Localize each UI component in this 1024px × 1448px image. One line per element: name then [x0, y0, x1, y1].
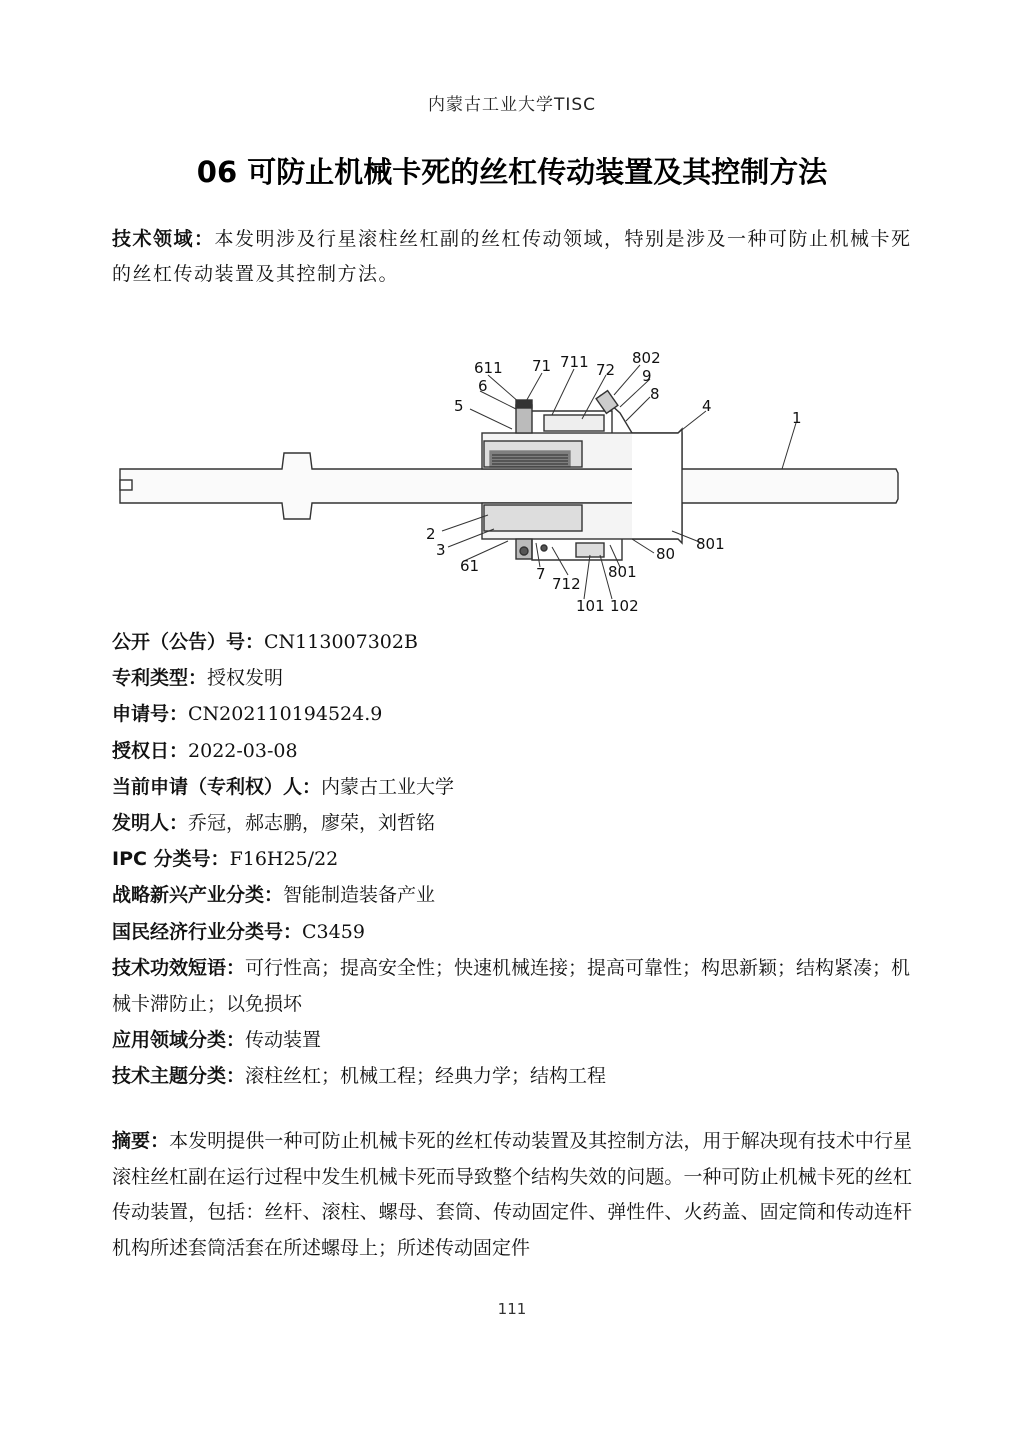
meta-value: C3459 [302, 920, 365, 943]
patent-metadata [112, 624, 912, 1095]
abstract-paragraph [112, 1124, 912, 1266]
fig-label: 72 [596, 361, 616, 379]
meta-label: IPC 分类号： [112, 848, 230, 871]
fig-label: 4 [702, 397, 712, 415]
fig-label: 1 [792, 409, 802, 427]
fig-label: 802 [632, 349, 661, 367]
tech-field-paragraph [112, 222, 912, 292]
meta-value: F16H25/22 [229, 848, 339, 871]
meta-value: 传动装置 [245, 1029, 322, 1052]
meta-value: 授权发明 [207, 667, 284, 690]
meta-row [112, 950, 912, 1022]
fig-label: 7 [536, 565, 546, 583]
meta-label: 国民经济行业分类号： [112, 920, 303, 943]
fig-label: 801 [696, 535, 725, 553]
meta-value: 智能制造装备产业 [283, 884, 436, 907]
meta-row [112, 769, 912, 805]
fig-label: 80 [656, 545, 676, 563]
fig-label: 5 [454, 397, 464, 415]
abstract-text: 本发明提供一种可防止机械卡死的丝杠传动装置及其控制方法，用于解决现有技术中行星滚柱丝杠副在运行过程中发生机械卡死而导致整个结构失效的问题。一种可防止机械卡死的丝杠传动装置，包括：丝杆、滚柱、螺母、套筒、传动固定件、弹性件、火药盖、固定筒和传动连杆机构所述套筒活套在所述螺母上；所述传动固定件 [112, 1130, 912, 1259]
meta-value: CN202110194524.9 [188, 703, 383, 726]
meta-row [112, 914, 912, 950]
fig-label: 71 [532, 357, 552, 375]
fig-label: 9 [642, 367, 652, 385]
meta-value: 2022-03-08 [188, 739, 298, 762]
page-number: 111 [497, 1300, 527, 1318]
meta-row [112, 696, 912, 732]
page-header: 内蒙古工业大学TISC [427, 95, 597, 115]
meta-value: 乔冠，郝志鹏，廖荣，刘哲铭 [188, 812, 436, 835]
fig-label: 101 [576, 597, 605, 615]
fig-label: 712 [552, 575, 581, 593]
meta-label: 应用领域分类： [112, 1029, 246, 1052]
fig-label: 3 [436, 541, 446, 559]
meta-value: 滚柱丝杠；机械工程；经典力学；结构工程 [245, 1065, 607, 1088]
meta-label: 战略新兴产业分类： [112, 884, 284, 907]
meta-row [112, 660, 912, 696]
meta-label: 当前申请（专利权）人： [112, 775, 322, 798]
meta-row [112, 624, 912, 660]
fig-label: 611 [474, 359, 503, 377]
meta-label: 发明人： [112, 812, 189, 835]
fig-label: 8 [650, 385, 660, 403]
meta-value: 内蒙古工业大学 [321, 775, 455, 798]
fig-label: 801 [608, 563, 637, 581]
meta-row [112, 877, 912, 913]
fig-label: 102 [610, 597, 639, 615]
page-title: 06 可防止机械卡死的丝杠传动装置及其控制方法 [196, 155, 828, 189]
meta-label: 申请号： [112, 703, 189, 726]
fig-label: 61 [460, 557, 480, 575]
meta-label: 技术主题分类： [112, 1065, 246, 1088]
abstract-label: 摘要： [112, 1130, 170, 1152]
screw-shaft-drawing [120, 391, 898, 560]
fig-label: 6 [478, 377, 488, 395]
meta-row [112, 841, 912, 877]
fig-label: 711 [560, 353, 589, 371]
meta-value: 可行性高；提高安全性；快速机械连接；提高可靠性；构思新颖；结构紧凑；机械卡滞防止；以免损坏 [112, 956, 911, 1016]
fig-label: 2 [426, 525, 436, 543]
meta-label: 公开（公告）号： [112, 631, 265, 653]
meta-row [112, 1058, 912, 1094]
meta-label: 授权日： [112, 739, 189, 762]
meta-row [112, 1022, 912, 1058]
tech-field-label: 技术领域： [112, 228, 215, 250]
meta-label: 技术功效短语： [112, 956, 246, 979]
meta-row [112, 805, 912, 841]
patent-figure [112, 345, 912, 620]
meta-value: CN113007302B [264, 631, 418, 653]
meta-label: 专利类型： [112, 667, 208, 690]
tech-field-text: 本发明涉及行星滚柱丝杠副的丝杠传动领域，特别是涉及一种可防止机械卡死的丝杠传动装置及其控制方法。 [112, 228, 912, 285]
meta-row [112, 733, 912, 769]
